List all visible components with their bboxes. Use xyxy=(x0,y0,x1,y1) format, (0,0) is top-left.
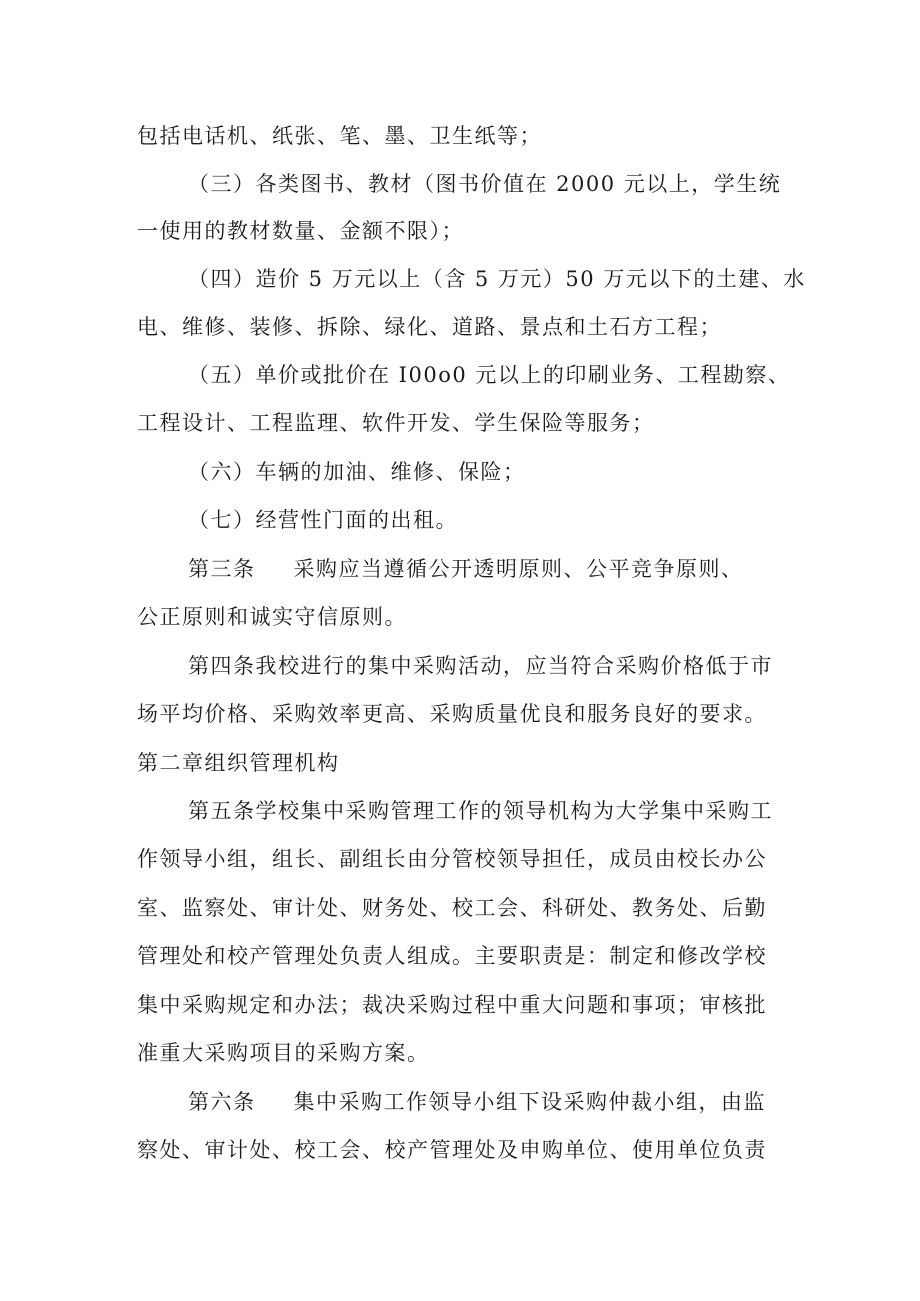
text-line: （三）各类图书、教材（图书价值在 2000 元以上，学生统 xyxy=(188,172,782,196)
text-line: 一使用的教材数量、金额不限）； xyxy=(137,219,464,243)
text-line: （四）造价 5 万元以上（含 5 万元）50 万元以下的土建、水 xyxy=(188,267,806,291)
text-line: 室、监察处、审计处、财务处、校工会、科研处、教务处、后勤 xyxy=(137,896,767,920)
text-line: （六）车辆的加油、维修、保险； xyxy=(188,460,526,484)
text-line: 电、维修、装修、拆除、绿化、道路、景点和土石方工程； xyxy=(137,315,722,339)
text-line: 集中采购规定和办法；裁决采购过程中重大问题和事项；审核批 xyxy=(137,993,767,1017)
text-line: 第五条学校集中采购管理工作的领导机构为大学集中采购工 xyxy=(188,799,773,823)
article-line xyxy=(188,1088,766,1116)
text-line: 察处、审计处、校工会、校产管理处及申购单位、使用单位负责 xyxy=(137,1138,767,1162)
text-line: 包括电话机、纸张、笔、墨、卫生纸等； xyxy=(137,124,542,148)
text-line: 场平均价格、采购效率更高、采购质量优良和服务良好的要求。 xyxy=(137,702,767,726)
text-line: （七）经营性门面的出租。 xyxy=(188,508,458,532)
article-line xyxy=(188,555,744,583)
text-line: 准重大采购项目的采购方案。 xyxy=(137,1041,430,1065)
text-line: 工程设计、工程监理、软件开发、学生保险等服务； xyxy=(137,411,655,435)
text-line: 公正原则和诚实守信原则。 xyxy=(137,605,407,629)
article-number: 第三条 xyxy=(188,557,256,581)
chapter-heading: 第二章组织管理机构 xyxy=(137,751,340,775)
text-line: 作领导小组，组长、副组长由分管校领导担任，成员由校长办公 xyxy=(137,847,767,871)
article-text: 集中采购工作领导小组下设采购仲裁小组，由监 xyxy=(293,1090,766,1114)
text-line: 管理处和校产管理处负责人组成。主要职责是：制定和修改学校 xyxy=(137,944,767,968)
text-line: （五）单价或批价在 I00o0 元以上的印刷业务、工程勘察、 xyxy=(188,363,791,387)
article-text: 采购应当遵循公开透明原则、公平竞争原则、 xyxy=(293,557,744,581)
text-line: 第四条我校进行的集中采购活动，应当符合采购价格低于市 xyxy=(188,654,773,678)
article-number: 第六条 xyxy=(188,1090,256,1114)
